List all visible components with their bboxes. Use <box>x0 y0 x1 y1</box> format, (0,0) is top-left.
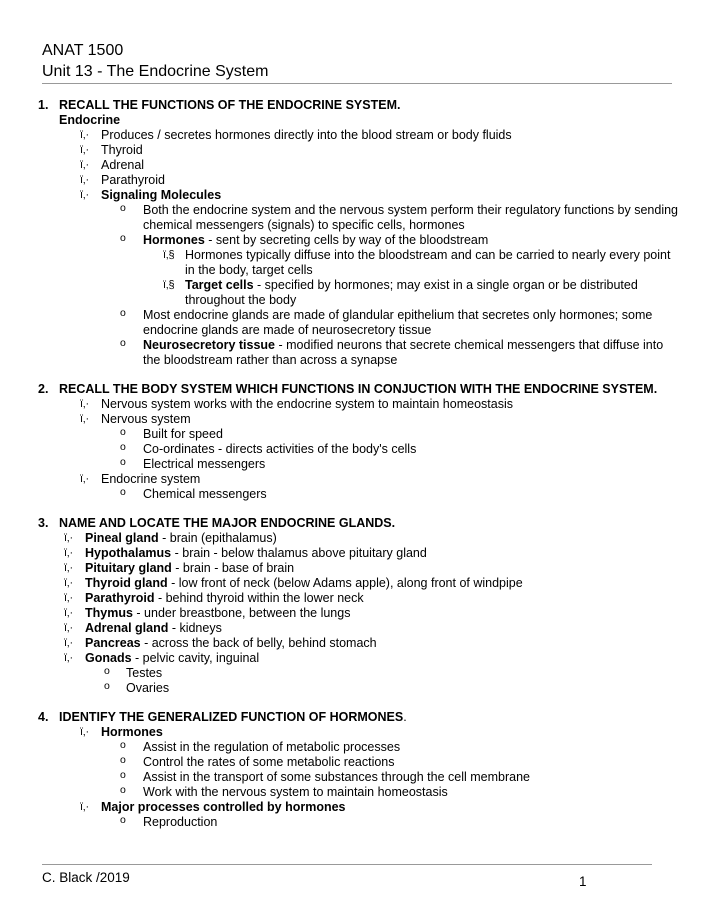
list-item: ï‚· Major processes controlled by hormones <box>80 800 346 814</box>
circle-marker: o <box>120 784 126 796</box>
section-heading <box>38 516 678 531</box>
section-number: 3. <box>38 516 49 530</box>
gland-item: ï‚· Gonads - pelvic cavity, inguinal <box>64 651 260 665</box>
section-title: IDENTIFY THE GENERALIZED FUNCTION OF HORMONES <box>59 710 404 724</box>
gland-item: ï‚· Parathyroid - behind thyroid within the lower neck <box>64 591 364 605</box>
list-item: o Chemical messengers <box>120 486 267 501</box>
circle-marker: o <box>104 665 110 677</box>
circle-marker: o <box>120 441 126 453</box>
section-title: RECALL THE FUNCTIONS OF THE ENDOCRINE SYSTEM. <box>59 98 401 112</box>
bullet-marker: ï‚· <box>64 577 74 589</box>
bullet-marker: ï‚· <box>64 607 74 619</box>
section-gap <box>38 696 678 710</box>
bullet-marker: ï‚· <box>80 413 90 425</box>
list-item: o Assist in the transport of some substances through the cell membrane <box>120 769 530 784</box>
page-footer <box>42 864 652 889</box>
bullet-marker: ï‚· <box>80 726 90 738</box>
list-item: ï‚§ Hormones typically diffuse into the bloodstream and can be carried to nearly every point in the body, target cells <box>163 248 671 277</box>
bullet-marker: ï‚· <box>80 159 90 171</box>
circle-marker: o <box>120 202 126 214</box>
list-item: o Assist in the regulation of metabolic processes <box>120 739 401 754</box>
section-number: 2. <box>38 382 49 396</box>
bullet-marker: ï‚· <box>64 622 74 634</box>
gland-item: ï‚· Adrenal gland - kidneys <box>64 621 222 635</box>
list-item: o Work with the nervous system to maintain homeostasis <box>120 784 448 799</box>
circle-marker: o <box>120 307 126 319</box>
list-item: ï‚· Endocrine system <box>80 472 201 486</box>
bullet-marker: ï‚· <box>80 129 90 141</box>
circle-marker: o <box>120 232 126 244</box>
page-number: 1 <box>579 874 587 889</box>
section-number: 4. <box>38 710 49 724</box>
bullet-marker: ï‚· <box>64 592 74 604</box>
gland-item: ï‚· Thymus - under breastbone, between the lungs <box>64 606 351 620</box>
circle-marker: o <box>120 426 126 438</box>
list-item: o Ovaries <box>104 680 170 695</box>
section-number: 1. <box>38 98 49 112</box>
list-item: o Neurosecretory tissue - modified neurons that secrete chemical messengers that diffuse into the bloodstream rather than across a synapse <box>120 337 664 367</box>
bullet-marker: ï‚· <box>80 144 90 156</box>
section-subtitle: Endocrine <box>59 113 121 127</box>
section-title: NAME AND LOCATE THE MAJOR ENDOCRINE GLANDS. <box>59 516 396 530</box>
circle-marker: o <box>120 754 126 766</box>
circle-marker: o <box>120 337 126 349</box>
header-divider <box>42 83 672 84</box>
bullet-marker: ï‚· <box>80 174 90 186</box>
circle-marker: o <box>120 486 126 498</box>
title-period: . <box>403 710 407 724</box>
section-gap <box>38 368 678 382</box>
bullet-marker: ï‚· <box>80 398 90 410</box>
circle-marker: o <box>120 814 126 826</box>
bullet-marker: ï‚· <box>80 801 90 813</box>
gland-item: ï‚· Pituitary gland - brain - base of brain <box>64 561 295 575</box>
list-item: o Co-ordinates - directs activities of the body's cells <box>120 441 417 456</box>
list-item: o Hormones - sent by secreting cells by way of the bloodstream <box>120 232 489 247</box>
bullet-marker: ï‚· <box>64 562 74 574</box>
circle-marker: o <box>104 680 110 692</box>
bullet-marker: ï‚· <box>64 547 74 559</box>
circle-marker: o <box>120 769 126 781</box>
list-item: ï‚· Produces / secretes hormones directly into the blood stream or body fluids <box>80 128 512 142</box>
gland-item: ï‚· Hypothalamus - brain - below thalamus above pituitary gland <box>64 546 427 560</box>
square-marker: ï‚§ <box>163 279 175 291</box>
list-item: o Testes <box>104 665 163 680</box>
list-item: ï‚· Parathyroid <box>80 173 165 187</box>
gland-item: ï‚· Pineal gland - brain (epithalamus) <box>64 531 277 545</box>
list-item: o Most endocrine glands are made of glandular epithelium that secretes only hormones; some endocrine glands are made of neurosecretory tissue <box>120 307 653 337</box>
section-heading <box>38 382 678 397</box>
list-item: ï‚§ Target cells - specified by hormones; may exist in a single organ or be distributed throughout the body <box>163 278 638 307</box>
list-item: ï‚· Thyroid <box>80 143 143 157</box>
list-item: o Control the rates of some metabolic reactions <box>120 754 395 769</box>
section-gap <box>38 502 678 516</box>
circle-marker: o <box>120 456 126 468</box>
list-item: o Electrical messengers <box>120 456 266 471</box>
footer-author: C. Black /2019 <box>42 870 130 885</box>
square-marker: ï‚§ <box>163 249 175 261</box>
gland-item: ï‚· Thyroid gland - low front of neck (below Adams apple), along front of windpipe <box>64 576 523 590</box>
bullet-marker: ï‚· <box>64 532 74 544</box>
list-item: ï‚· Signaling Molecules <box>80 188 222 202</box>
section-heading <box>38 98 678 113</box>
gland-item: ï‚· Pancreas - across the back of belly, behind stomach <box>64 636 377 650</box>
page-header <box>42 40 672 84</box>
bullet-marker: ï‚· <box>64 637 74 649</box>
list-item: o Reproduction <box>120 814 218 829</box>
list-item: ï‚· Nervous system works with the endocrine system to maintain homeostasis <box>80 397 513 411</box>
unit-title: Unit 13 - The Endocrine System <box>42 63 269 80</box>
section-heading <box>38 710 678 725</box>
list-item: ï‚· Nervous system <box>80 412 191 426</box>
section-title: RECALL THE BODY SYSTEM WHICH FUNCTIONS IN CONJUCTION WITH THE ENDOCRINE SYSTEM. <box>59 382 658 396</box>
bullet-marker: ï‚· <box>64 652 74 664</box>
circle-marker: o <box>120 739 126 751</box>
list-item: o Built for speed <box>120 426 223 441</box>
bullet-marker: ï‚· <box>80 473 90 485</box>
bullet-marker: ï‚· <box>80 189 90 201</box>
list-item: o Both the endocrine system and the nervous system perform their regulatory functions by sending chemical messengers (signals) to specific cells, hormones <box>120 202 679 232</box>
course-title: ANAT 1500 <box>42 42 124 59</box>
document-body <box>38 98 678 830</box>
list-item: ï‚· Adrenal <box>80 158 145 172</box>
footer-divider <box>42 864 652 865</box>
list-item: ï‚· Hormones <box>80 725 163 739</box>
